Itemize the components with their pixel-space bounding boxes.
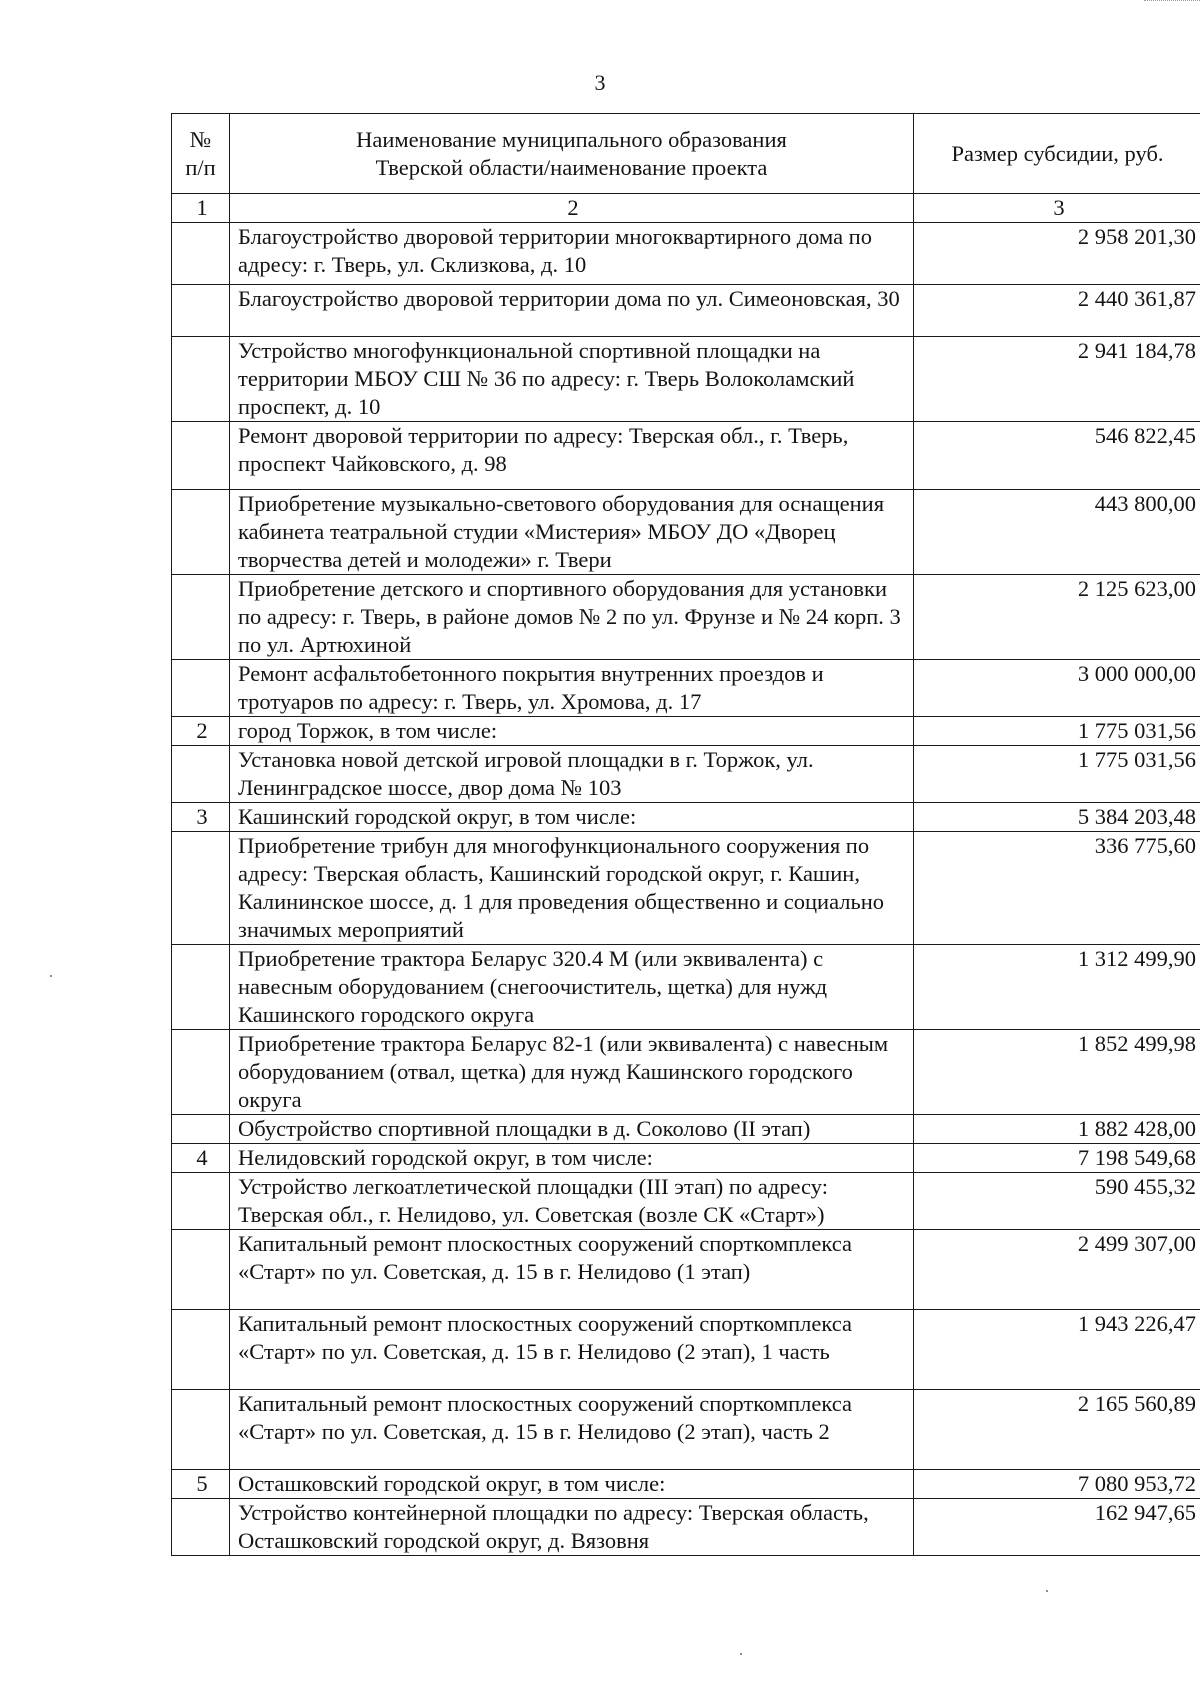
table-row: [172, 575, 1200, 660]
table-row: [172, 1115, 1200, 1144]
subsidy-amount-cell: 1 943 226,47: [914, 1310, 1200, 1390]
subsidy-amount-cell: 7 198 549,68: [914, 1144, 1200, 1173]
index-cell: 3: [914, 194, 1200, 223]
row-number-cell: [172, 337, 230, 422]
project-name-cell: Нелидовский городской округ, в том числе:: [230, 1144, 914, 1173]
table-row: [172, 337, 1200, 422]
project-name-cell: Благоустройство дворовой территории многоквартирного дома по адресу: г. Тверь, ул. Склизкова, д. 10: [230, 223, 914, 285]
project-name-cell: Приобретение трибун для многофункционального сооружения по адресу: Тверская область, Кашинский городской округ, г. Кашин, Калининское шоссе, д. 1 для проведения общественно и социально значимых мероприятий: [230, 832, 914, 945]
row-number-cell: [172, 1310, 230, 1390]
table-row: [172, 223, 1200, 285]
row-number-cell: [172, 1030, 230, 1115]
table-row: [172, 285, 1200, 337]
subsidy-amount-cell: 1 775 031,56: [914, 717, 1200, 746]
subsidy-amount-cell: 1 882 428,00: [914, 1115, 1200, 1144]
scan-speck: [1046, 1590, 1048, 1592]
row-number-cell: [172, 746, 230, 803]
scan-speck: [50, 975, 52, 977]
subsidy-amount-cell: 546 822,45: [914, 422, 1200, 490]
subsidy-amount-cell: 2 125 623,00: [914, 575, 1200, 660]
project-name-cell: Капитальный ремонт плоскостных сооружений спорткомплекса «Старт» по ул. Советская, д. 15 в г. Нелидово (2 этап), часть 2: [230, 1390, 914, 1470]
subsidy-amount-cell: 2 165 560,89: [914, 1390, 1200, 1470]
table-row: [172, 803, 1200, 832]
index-cell: 1: [172, 194, 230, 223]
subsidy-amount-cell: 2 958 201,30: [914, 223, 1200, 285]
row-number-cell: [172, 490, 230, 575]
header-amount: Размер субсидии, руб.: [914, 114, 1200, 194]
project-name-cell: Приобретение музыкально-светового оборудования для оснащения кабинета театральной студии «Мистерия» МБОУ ДО «Дворец творчества детей и молодежи» г. Твери: [230, 490, 914, 575]
table-row: [172, 746, 1200, 803]
index-cell: 2: [230, 194, 914, 223]
subsidy-amount-cell: 5 384 203,48: [914, 803, 1200, 832]
subsidy-amount-cell: 7 080 953,72: [914, 1470, 1200, 1499]
table-row: [172, 1144, 1200, 1173]
project-name-cell: город Торжок, в том числе:: [230, 717, 914, 746]
subsidy-amount-cell: 2 440 361,87: [914, 285, 1200, 337]
table-row: [172, 832, 1200, 945]
row-number-cell: [172, 832, 230, 945]
subsidy-table: [171, 113, 1200, 1556]
subsidy-amount-cell: 162 947,65: [914, 1499, 1200, 1556]
subsidy-amount-cell: 3 000 000,00: [914, 660, 1200, 717]
header-num: № п/п: [172, 114, 230, 194]
project-name-cell: Устройство легкоатлетической площадки (III этап) по адресу: Тверская обл., г. Нелидово, ул. Советская (возле СК «Старт»): [230, 1173, 914, 1230]
scan-speck: [740, 1653, 742, 1655]
row-number-cell: [172, 223, 230, 285]
page-number: 3: [594, 70, 606, 95]
project-name-cell: Приобретение трактора Беларус 82-1 (или эквивалента) с навесным оборудованием (отвал, щетка) для нужд Кашинского городского округа: [230, 1030, 914, 1115]
subsidy-amount-cell: 1 775 031,56: [914, 746, 1200, 803]
table-row: [172, 717, 1200, 746]
subsidy-amount-cell: 336 775,60: [914, 832, 1200, 945]
row-number-cell: [172, 1499, 230, 1556]
row-number-cell: [172, 945, 230, 1030]
row-number-cell: 4: [172, 1144, 230, 1173]
row-number-cell: [172, 422, 230, 490]
project-name-cell: Ремонт асфальтобетонного покрытия внутренних проездов и тротуаров по адресу: г. Тверь, ул. Хромова, д. 17: [230, 660, 914, 717]
row-number-cell: [172, 1115, 230, 1144]
table-row: [172, 1310, 1200, 1390]
table-index-row: [172, 194, 1200, 223]
table-row: [172, 490, 1200, 575]
table-row: [172, 1470, 1200, 1499]
project-name-cell: Благоустройство дворовой территории дома по ул. Симеоновская, 30: [230, 285, 914, 337]
subsidy-amount-cell: 1 312 499,90: [914, 945, 1200, 1030]
project-name-cell: Устройство контейнерной площадки по адресу: Тверская область, Осташковский городской округ, д. Вязовня: [230, 1499, 914, 1556]
table-row: [172, 1230, 1200, 1310]
row-number-cell: [172, 660, 230, 717]
row-number-cell: [172, 1230, 230, 1310]
row-number-cell: 3: [172, 803, 230, 832]
table-body: [172, 223, 1200, 1556]
table-row: [172, 1030, 1200, 1115]
subsidy-amount-cell: 443 800,00: [914, 490, 1200, 575]
row-number-cell: 2: [172, 717, 230, 746]
table-row: [172, 945, 1200, 1030]
subsidy-amount-cell: 2 499 307,00: [914, 1230, 1200, 1310]
row-number-cell: 5: [172, 1470, 230, 1499]
project-name-cell: Обустройство спортивной площадки в д. Соколово (II этап): [230, 1115, 914, 1144]
table-row: [172, 1499, 1200, 1556]
row-number-cell: [172, 285, 230, 337]
subsidy-amount-cell: 2 941 184,78: [914, 337, 1200, 422]
project-name-cell: Приобретение трактора Беларус 320.4 М (или эквивалента) с навесным оборудованием (снегоочиститель, щетка) для нужд Кашинского городского округа: [230, 945, 914, 1030]
row-number-cell: [172, 575, 230, 660]
subsidy-amount-cell: 590 455,32: [914, 1173, 1200, 1230]
project-name-cell: Приобретение детского и спортивного оборудования для установки по адресу: г. Тверь, в районе домов № 2 по ул. Фрунзе и № 24 корп. 3 по ул. Артюхиной: [230, 575, 914, 660]
table-row: [172, 1173, 1200, 1230]
table-row: [172, 1390, 1200, 1470]
project-name-cell: Установка новой детской игровой площадки в г. Торжок, ул. Ленинградское шоссе, двор дома № 103: [230, 746, 914, 803]
header-name: Наименование муниципального образования Тверской области/наименование проекта: [230, 114, 914, 194]
project-name-cell: Капитальный ремонт плоскостных сооружений спорткомплекса «Старт» по ул. Советская, д. 15 в г. Нелидово (2 этап), 1 часть: [230, 1310, 914, 1390]
scan-corner-mark: [1144, 0, 1200, 7]
table-header-row: [172, 114, 1200, 194]
project-name-cell: Капитальный ремонт плоскостных сооружений спорткомплекса «Старт» по ул. Советская, д. 15 в г. Нелидово (1 этап): [230, 1230, 914, 1310]
project-name-cell: Кашинский городской округ, в том числе:: [230, 803, 914, 832]
table-row: [172, 660, 1200, 717]
project-name-cell: Устройство многофункциональной спортивной площадки на территории МБОУ СШ № 36 по адресу: г. Тверь Волоколамский проспект, д. 10: [230, 337, 914, 422]
project-name-cell: Ремонт дворовой территории по адресу: Тверская обл., г. Тверь, проспект Чайковского, д. 98: [230, 422, 914, 490]
project-name-cell: Осташковский городской округ, в том числе:: [230, 1470, 914, 1499]
table-row: [172, 422, 1200, 490]
subsidy-amount-cell: 1 852 499,98: [914, 1030, 1200, 1115]
row-number-cell: [172, 1390, 230, 1470]
row-number-cell: [172, 1173, 230, 1230]
